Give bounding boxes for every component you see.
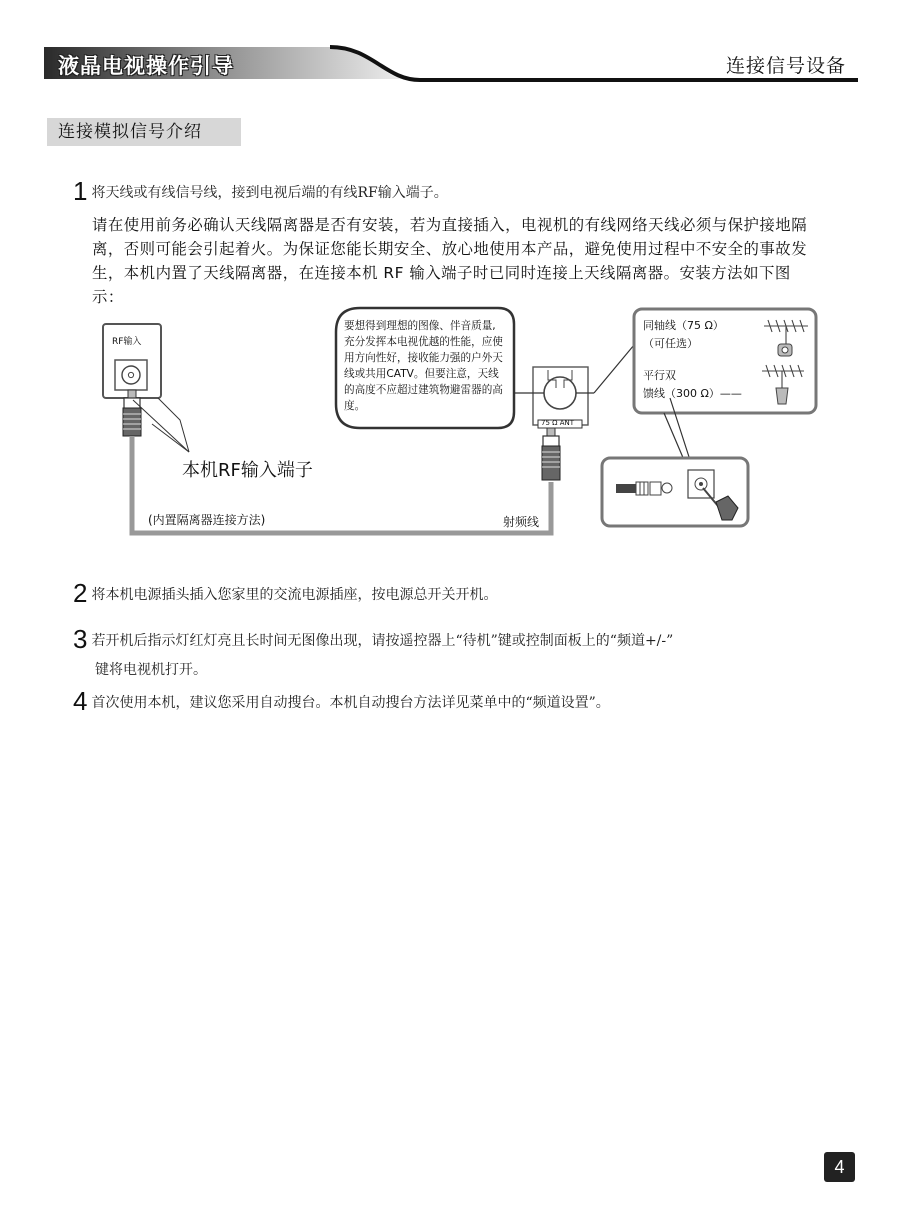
step-text: 将本机电源插头插入您家里的交流电源插座，按电源总开关开机。: [91, 587, 498, 603]
right-rf-plug: [542, 428, 560, 480]
twin-label-2: 馈线（300 Ω）——: [643, 387, 742, 400]
callout-text: 要想得到理想的图像、伴音质量,充分发挥本电视优越的性能，应使用方向性好，接收能力强的户外天线或共用CATV。但要注意，天线的高度不应超过建筑物避雷器的高度。: [344, 320, 503, 412]
step-number: 4: [73, 686, 88, 716]
step-text-continued: 键将电视机打开。: [95, 662, 207, 678]
step-text: 若开机后指示灯红灯亮且长时间无图像出现，请按遥控器上“待机”键或控制面板上的“频道+/-”: [91, 633, 674, 649]
rf-panel-label: RF输入: [112, 337, 142, 347]
step-number: 2: [73, 578, 88, 608]
step-text: 首次使用本机，建议您采用自动搜台。本机自动搜台方法详见菜单中的“频道设置”。: [91, 695, 610, 711]
step-text: 将天线或有线信号线，接到电视后端的有线RF输入端子。: [91, 185, 448, 201]
section-title: 连接模拟信号介绍: [47, 118, 241, 146]
step-number: 1: [73, 176, 88, 206]
rf-cable-label: 射频线: [503, 515, 540, 529]
safety-paragraph: 请在使用前务必确认天线隔离器是否有安装，若为直接插入，电视机的有线网络天线必须与保护接地隔离，否则可能会引起着火。为保证您能长期安全、放心地使用本产品，避免使用过程中不安全的事故发生，本机内置了天线隔离器，在连接本机 RF 输入端子时已同时连接上天线隔离器。安装方法如下图示：: [92, 216, 808, 306]
step-number: 3: [73, 624, 88, 654]
header-left-title: 液晶电视操作引导: [58, 54, 234, 78]
twin-lead-icon: [776, 388, 788, 404]
ant-port-label: 75 Ω ANT: [541, 419, 575, 427]
coax-optional-label: （可任选）: [643, 337, 698, 350]
coax-plug-icon: [778, 344, 792, 356]
rf-terminal-label: 本机RF输入端子: [182, 460, 313, 481]
header-right-title: 连接信号设备: [725, 55, 846, 77]
page-number: 4: [824, 1152, 855, 1182]
step-3: [73, 624, 863, 679]
coax-label: 同轴线（75 Ω）: [643, 319, 724, 332]
step-4: [73, 686, 863, 717]
step-1: [73, 176, 863, 207]
twin-label-1: 平行双: [643, 369, 676, 382]
step-2: [73, 578, 863, 609]
builtin-isolator-label: (内置隔离器连接方法): [148, 513, 266, 527]
